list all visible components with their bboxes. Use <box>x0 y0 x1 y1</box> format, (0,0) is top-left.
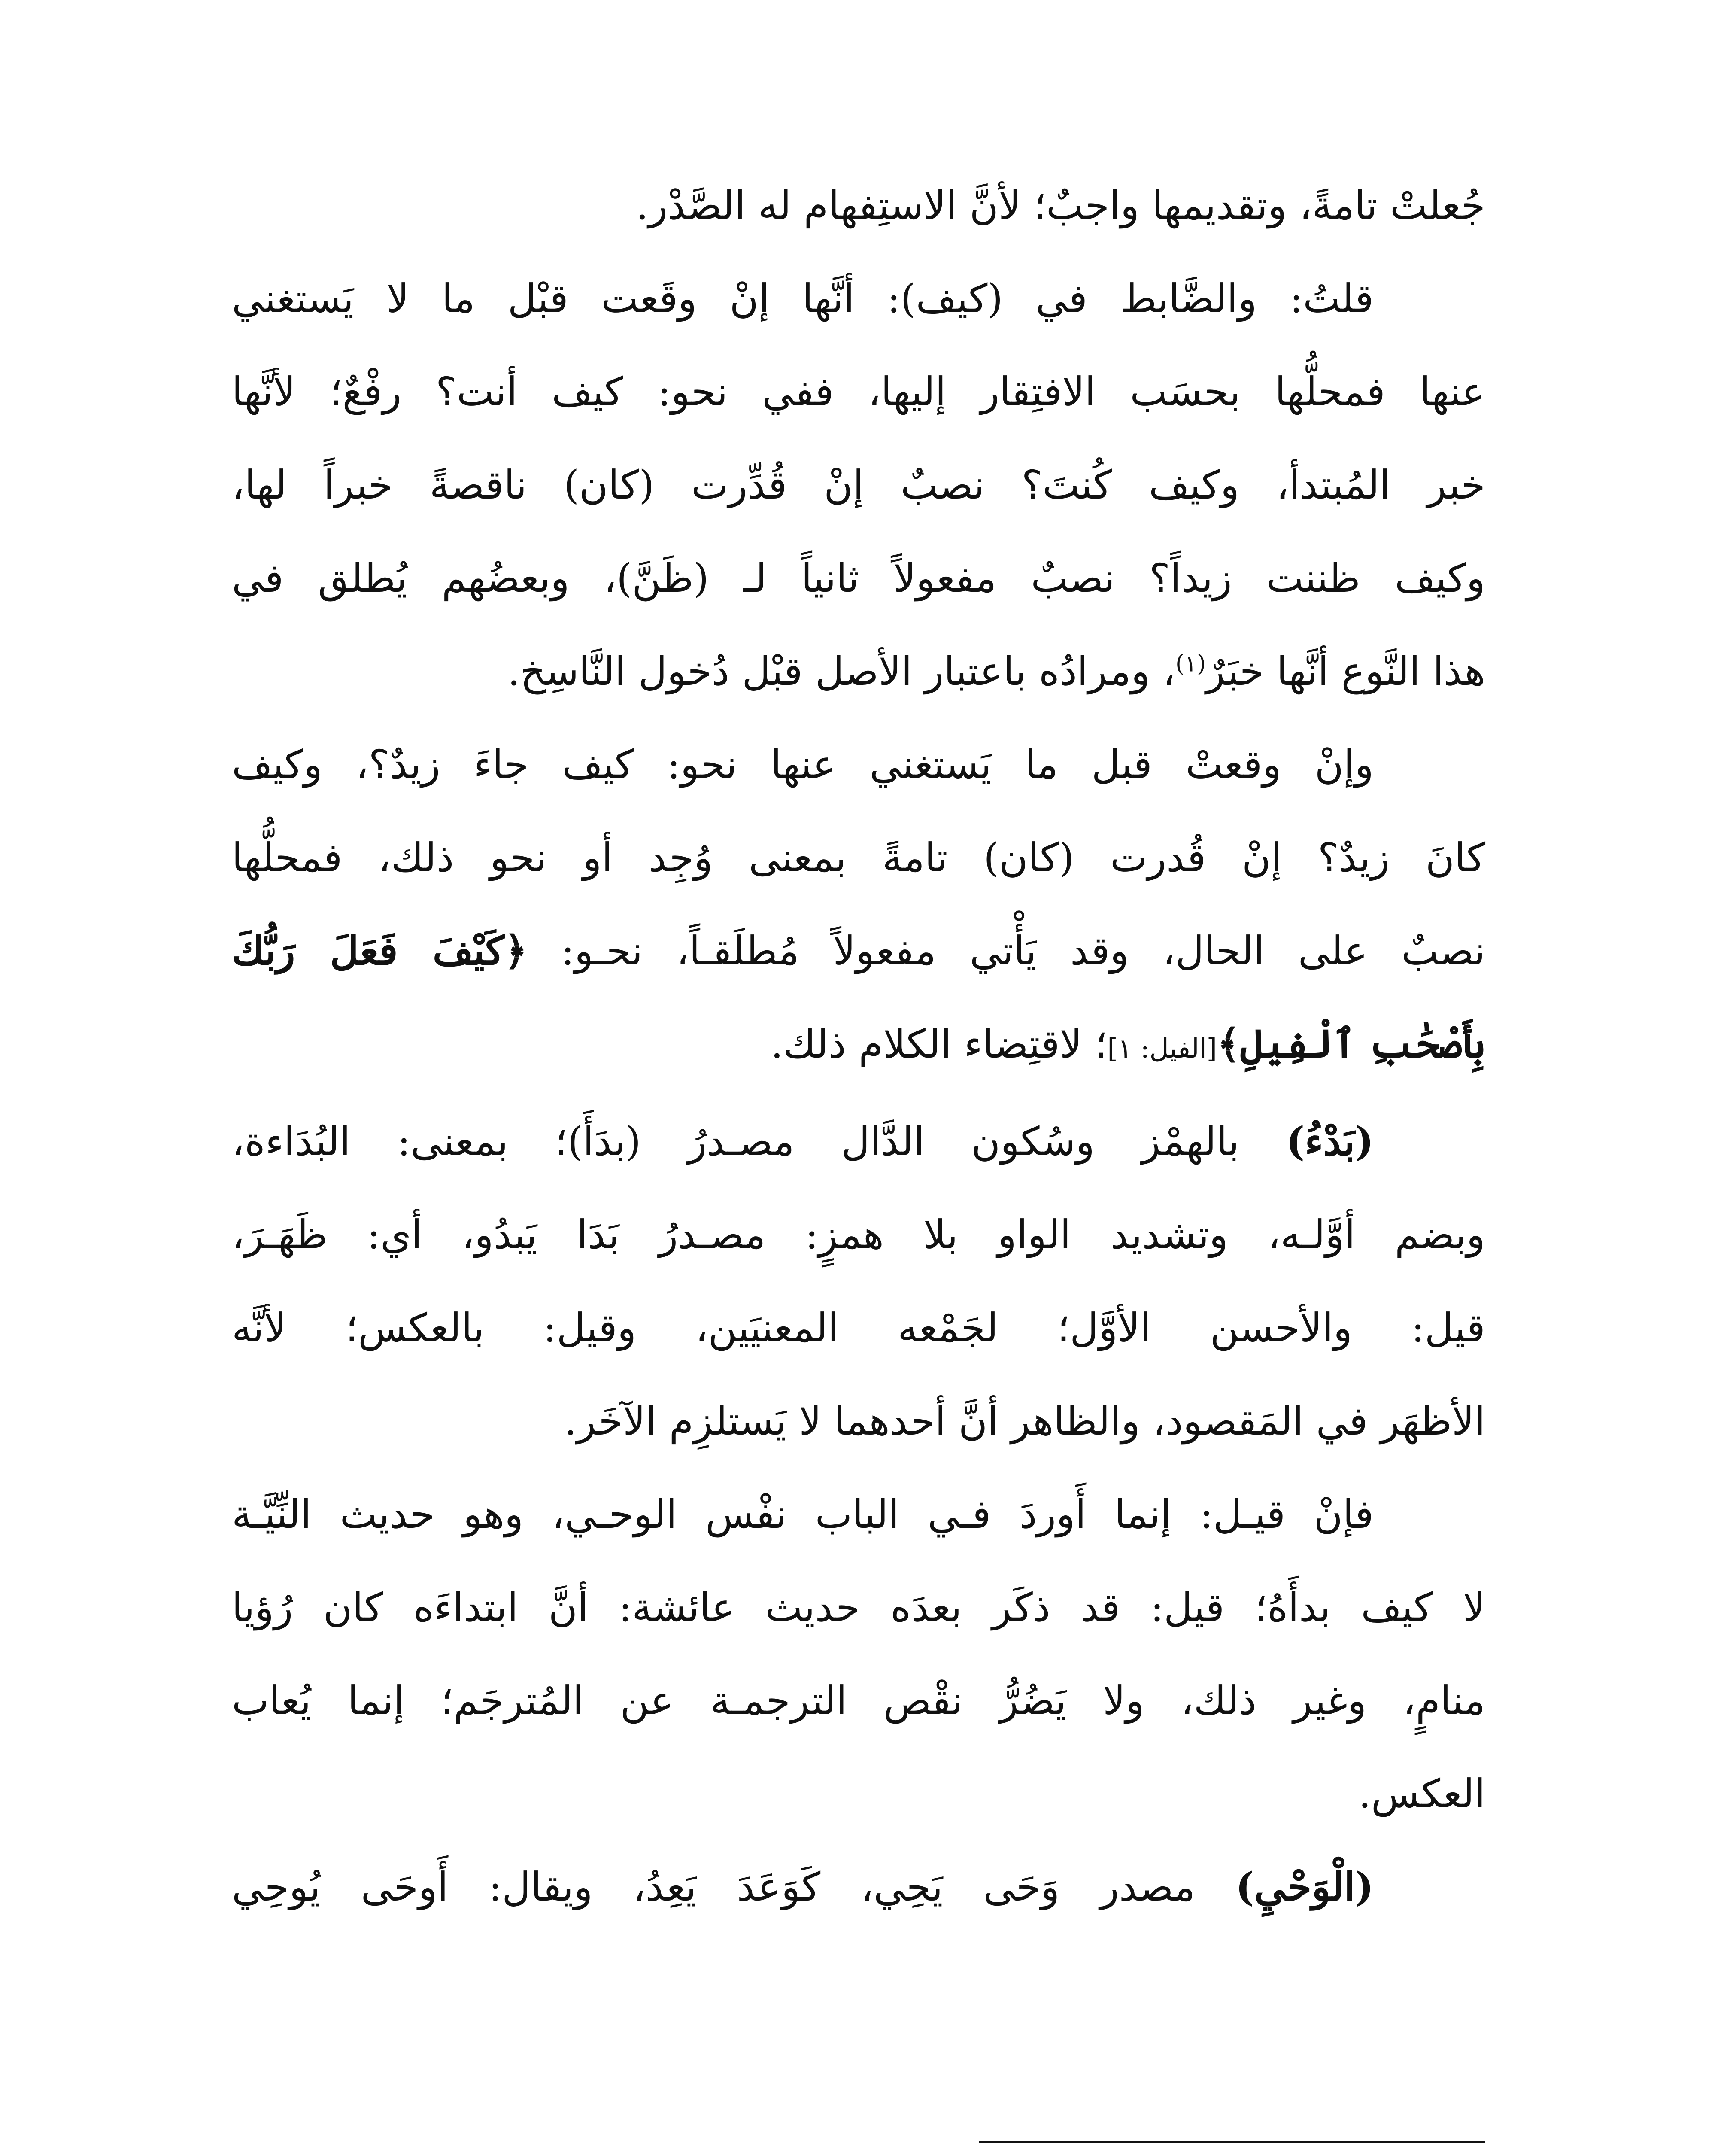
text-line: فإنْ قيـل: إنما أَوردَ فـي الباب نفْس الوحـي، وهو حديث النِّيَّـة <box>232 1491 1374 1537</box>
text-line <box>232 904 1485 997</box>
quran-reference: [الفيل: ١] <box>1107 1033 1217 1064</box>
text-fragment: نصبٌ على الحال، وقد يَأْتي مفعولاً مُطلَقـاً، نحـو: <box>561 928 1485 974</box>
text-fragment: ، ومرادُه باعتبار الأصل قبْل دُخول النَّاسِخ. <box>507 648 1175 694</box>
text-line: وإنْ وقعتْ قبل ما يَستغني عنها نحو: كيف جاءَ زيدٌ؟، وكيف <box>232 742 1374 788</box>
text-line: الأظهَر في المَقصود، والظاهر أنَّ أحدهما لا يَستلزِم الآخَر. <box>564 1398 1485 1444</box>
paragraph-4 <box>232 1095 1485 1468</box>
text-line <box>232 1095 1485 1188</box>
text-line: عنها فمحلُّها بحسَب الافتِقار إليها، ففي نحو: كيف أنت؟ رفْعٌ؛ لأنَّها <box>232 369 1485 415</box>
text-line: خبر المُبتدأ، وكيف كُنتَ؟ نصبٌ إنْ قُدِّرت (كان) ناقصةً خبراً لها، <box>232 462 1485 508</box>
text-fragment: بالهمْز وسُكون الدَّال مصـدرُ (بدَأَ)؛ بمعنى: البُدَاءة، <box>232 1119 1239 1165</box>
text-fragment: هذا النَّوع أنَّها خبَرٌ <box>1206 648 1485 694</box>
paragraph-1 <box>232 159 1485 252</box>
text-line: قيل: والأحسن الأوَّل؛ لجَمْعه المعنيَين، وقيل: بالعكس؛ لأنَّه <box>232 1305 1485 1351</box>
text-fragment: مصدر وَحَى يَحِي، كَوَعَدَ يَعِدُ، ويقال: أَوحَى يُوحِي <box>232 1864 1196 1910</box>
footnote-divider <box>979 2141 1485 2143</box>
quran-verse: ﴿كَيْفَ فَعَلَ رَبُّكَ <box>232 928 528 974</box>
paragraph-5 <box>232 1468 1485 1840</box>
quran-verse: بِأَصْحَٰبِ ٱلْفِيلِ﴾ <box>1217 1021 1485 1067</box>
paragraph-2 <box>232 252 1485 718</box>
text-line <box>232 1840 1485 1934</box>
text-line: كانَ زيدٌ؟ إنْ قُدرت (كان) تامةً بمعنى وُجِد أو نحو ذلك، فمحلُّها <box>232 835 1485 881</box>
text-line: منامٍ، وغير ذلك، ولا يَضُرُّ نقْص الترجمـة عن المُترجَم؛ إنما يُعاب <box>232 1678 1485 1724</box>
main-text <box>232 159 1485 1934</box>
text-line: وكيف ظننت زيداً؟ نصبٌ مفعولاً ثانياً لـ (ظَنَّ)، وبعضُهم يُطلق في <box>232 555 1485 601</box>
paragraph-3 <box>232 718 1485 1095</box>
paragraph-6 <box>232 1840 1485 1934</box>
text-line: العكس. <box>1358 1771 1485 1817</box>
lemma-heading: (الْوَحْيِ) <box>1235 1864 1374 1910</box>
text-line <box>232 997 1485 1095</box>
footnote-marker: (١) <box>1175 650 1206 677</box>
text-line: وبضم أوَّلـه، وتشديد الواو بلا همزٍ: مصـدرُ بَدَا يَبدُو، أي: ظَهَـرَ، <box>232 1212 1485 1258</box>
text-line: جُعلتْ تامةً، وتقديمها واجبٌ؛ لأنَّ الاستِفهام له الصَّدْر. <box>636 182 1485 228</box>
text-line: لا كيف بدأَهُ؛ قيل: قد ذكَر بعدَه حديث عائشة: أنَّ ابتداءَه كان رُؤيا <box>232 1584 1485 1630</box>
text-fragment: ؛ لاقتِضاء الكلام ذلك. <box>771 1021 1108 1067</box>
text-line <box>232 625 1485 718</box>
lemma-heading: (بَدْءُ) <box>1286 1118 1374 1165</box>
text-line: قلتُ: والضَّابط في (كيف): أنَّها إنْ وقَعت قبْل ما لا يَستغني <box>232 276 1374 322</box>
